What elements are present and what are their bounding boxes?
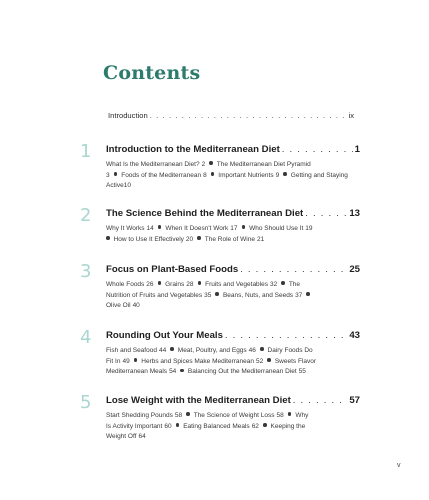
chapter-number: 5 — [80, 392, 92, 413]
topic-title: Important Nutrients — [218, 171, 274, 179]
topic-item[interactable] — [106, 161, 205, 168]
topic-item[interactable] — [194, 412, 284, 419]
topic-title: Eating Balanced Meals — [183, 422, 250, 430]
chapter-title: Introduction to the Mediterranean Diet — [106, 144, 280, 155]
chapter-page: 13 — [349, 208, 360, 219]
topic-item[interactable] — [188, 368, 306, 375]
topic-title: The Role of Wine — [204, 235, 255, 243]
topic-item[interactable]: Why — [295, 412, 309, 419]
topic-page: 44 — [158, 347, 167, 354]
dot-leader — [225, 330, 347, 341]
dot-leader — [293, 395, 348, 406]
bullet-separator — [281, 281, 285, 285]
page-number: v — [397, 462, 401, 469]
topic-page: 20 — [185, 235, 194, 243]
topic-item[interactable] — [205, 236, 264, 243]
topic-page: 55 — [298, 368, 306, 376]
topic-list — [106, 346, 360, 378]
topic-page: 2 — [201, 161, 206, 168]
topic-item[interactable] — [183, 423, 259, 430]
topic-item[interactable] — [205, 281, 277, 288]
topic-item[interactable] — [178, 347, 256, 354]
bullet-separator — [209, 161, 213, 165]
topic-item[interactable] — [121, 172, 206, 179]
chapter-title: The Science Behind the Mediterranean Diet — [106, 208, 304, 219]
chapter-heading[interactable] — [106, 144, 360, 155]
toc-entry-introduction[interactable] — [108, 111, 354, 120]
page-title: Contents — [103, 62, 201, 84]
topic-title: The Science of Weight Loss — [193, 412, 275, 419]
bullet-separator — [134, 358, 138, 362]
topic-page: 64 — [138, 433, 146, 441]
intro-page: ix — [348, 111, 354, 120]
topic-item[interactable] — [249, 225, 312, 232]
topic-item[interactable] — [218, 172, 279, 179]
topic-item-prefix[interactable]: The — [288, 281, 301, 288]
topic-page: 26 — [146, 281, 154, 288]
topic-page: 49 — [122, 357, 130, 365]
topic-page: 54 — [169, 368, 177, 376]
topic-page: 62 — [251, 422, 259, 430]
bullet-separator — [114, 172, 118, 176]
bullet-separator — [180, 369, 184, 373]
bullet-separator — [288, 412, 292, 416]
bullet-separator — [242, 225, 246, 229]
topic-title: Grains — [165, 281, 185, 288]
topic-page: 52 — [256, 357, 264, 365]
topic-page: 21 — [256, 235, 265, 243]
topic-title: Start Shedding Pounds — [106, 412, 173, 419]
topic-title: How to Use It Effectively — [113, 235, 184, 243]
topic-item[interactable] — [106, 302, 140, 309]
topic-item[interactable] — [106, 281, 154, 288]
chapter-title: Focus on Plant-Based Foods — [106, 264, 239, 275]
topic-item[interactable]: Keeping the — [270, 422, 306, 430]
topic-item-continued[interactable]: Mediterranean Meals 54 — [106, 368, 177, 376]
topic-title: Who Should Use It — [249, 225, 304, 232]
topic-list — [106, 411, 360, 443]
topic-title: Beans, Nuts, and Seeds — [222, 291, 294, 299]
topic-item[interactable] — [217, 161, 311, 168]
topic-item[interactable] — [106, 347, 166, 354]
topic-page: 9 — [275, 171, 280, 179]
topic-title: Fish and Seafood — [106, 347, 157, 354]
topic-item-continued[interactable]: Is Activity Important 60 — [106, 422, 172, 430]
chapter-title: Rounding Out Your Meals — [106, 330, 223, 341]
topic-title: Balancing Out the Mediterranean Diet — [187, 368, 297, 376]
bullet-separator — [158, 225, 162, 229]
topic-page: 58 — [174, 412, 183, 419]
topic-item[interactable] — [114, 236, 194, 243]
bullet-separator — [211, 172, 215, 176]
topic-page: 37 — [295, 291, 303, 299]
topic-item-continued[interactable]: Weight Off 64 — [106, 433, 146, 441]
bullet-separator — [197, 236, 201, 240]
topic-item[interactable]: Nutrition of Fruits and Vegetables 35 — [106, 291, 212, 299]
topic-item-continued[interactable]: Fit In 49 — [106, 357, 130, 365]
chapter-title: Lose Weight with the Mediterranean Diet — [106, 395, 291, 406]
bullet-separator — [306, 292, 310, 296]
topic-page: 19 — [305, 225, 313, 232]
topic-title: The Mediterranean Diet Pyramid — [216, 161, 311, 168]
topic-page: 35 — [204, 291, 212, 299]
topic-page: 17 — [230, 225, 238, 232]
topic-item[interactable]: Dairy Foods Do — [267, 347, 313, 354]
dot-leader — [282, 144, 353, 155]
chapter-number: 3 — [80, 261, 92, 282]
chapter-number: 1 — [80, 141, 92, 162]
chapter-page: 25 — [349, 264, 360, 275]
topic-page: 60 — [164, 422, 172, 430]
chapter-page: 43 — [349, 330, 360, 341]
topic-page: 10 — [123, 182, 131, 190]
topic-title: Foods of the Mediterranean — [121, 171, 202, 179]
chapter-heading[interactable] — [106, 395, 360, 406]
topic-title: What Is the Mediterranean Diet? — [106, 161, 200, 168]
chapter-number: 2 — [80, 205, 92, 226]
topic-item[interactable] — [141, 358, 263, 365]
topic-page: 28 — [186, 281, 194, 288]
topic-page: 3 — [106, 171, 110, 179]
topic-title: When It Doesn't Work — [165, 225, 229, 232]
bullet-separator — [260, 347, 264, 351]
chapter-page: 1 — [354, 144, 360, 155]
topic-title: Whole Foods — [106, 281, 145, 288]
bullet-separator — [158, 281, 162, 285]
topic-page: 32 — [269, 281, 278, 288]
bullet-separator — [176, 423, 180, 427]
topic-item[interactable] — [165, 225, 237, 232]
topic-page: 58 — [276, 412, 284, 419]
bullet-separator — [267, 358, 271, 362]
chapter-heading[interactable] — [106, 264, 360, 275]
intro-label: Introduction — [108, 111, 148, 120]
topic-page: 8 — [203, 171, 207, 179]
bullet-separator — [106, 236, 110, 240]
bullet-separator — [283, 172, 287, 176]
bullet-separator — [170, 347, 174, 351]
topic-list — [106, 160, 360, 192]
topic-item[interactable]: Sweets Flavor — [274, 357, 317, 365]
dot-leader — [240, 264, 347, 275]
topic-item[interactable] — [106, 225, 154, 232]
topic-list — [106, 224, 360, 245]
topic-list — [106, 280, 360, 312]
chapter-number: 4 — [80, 327, 92, 348]
dot-leader — [150, 111, 347, 120]
topic-title: Meat, Poultry, and Eggs — [177, 347, 247, 354]
bullet-separator — [215, 292, 219, 296]
topic-title: Getting and Staying Active — [106, 171, 348, 190]
chapter-page: 57 — [349, 395, 360, 406]
topic-item[interactable] — [165, 281, 193, 288]
chapter-heading[interactable] — [106, 330, 360, 341]
dot-leader — [305, 208, 347, 219]
topic-page: 40 — [132, 302, 140, 310]
topic-title: Olive Oil — [106, 302, 131, 310]
topic-item[interactable] — [223, 292, 302, 299]
topic-page: 14 — [146, 225, 154, 232]
topic-title: Why It Works — [106, 225, 145, 232]
bullet-separator — [186, 412, 190, 416]
chapter-heading[interactable] — [106, 208, 360, 219]
bullet-separator — [263, 423, 267, 427]
bullet-separator — [198, 281, 202, 285]
topic-page: 46 — [248, 347, 256, 354]
topic-title: Herbs and Spices Make Mediterranean — [141, 357, 255, 365]
topic-item[interactable] — [106, 412, 182, 419]
topic-title: Fruits and Vegetables — [205, 281, 268, 288]
